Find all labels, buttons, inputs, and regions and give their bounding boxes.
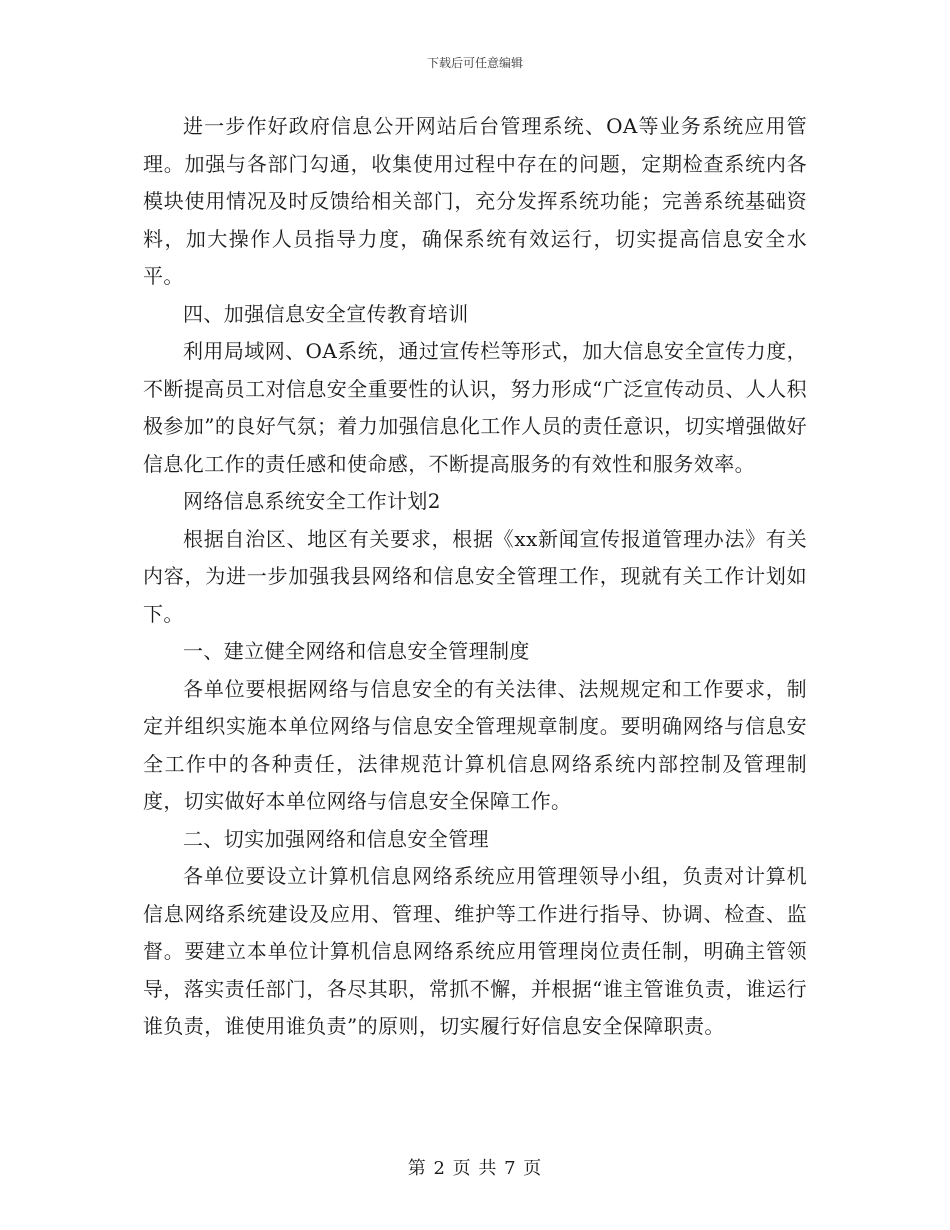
document-body: [143, 108, 807, 1046]
section-heading-training: 四、加强信息安全宣传教育培训: [183, 301, 469, 326]
paragraph-intro: 根据自治区、地区有关要求，根据《xx新闻宣传报道管理办法》有关内容，为进一步加强我县网络和信息安全管理工作，现就有关工作计划如下。: [143, 526, 807, 626]
paragraph-management: 各单位要设立计算机信息网络系统应用管理领导小组，负责对计算机信息网络系统建设及应用、管理、维护等工作进行指导、协调、检查、监督。要建立本单位计算机信息网络系统应用管理岗位责任制，明确主管领导，落实责任部门，各尽其职，常抓不懈，并根据“谁主管谁负责，谁运行谁负责，谁使用谁负责”的原则，切实履行好信息安全保障职责。: [143, 864, 807, 1038]
page-number: 第 2 页 共 7 页: [407, 1158, 543, 1179]
paragraph-training: 利用局域网、OA系统，通过宣传栏等形式，加大信息安全宣传力度，不断提高员工对信息安全重要性的认识，努力形成“广泛宣传动员、人人积极参加”的良好气氛；着力加强信息化工作人员的责任意识，切实增强做好信息化工作的责任感和使命感，不断提高服务的有效性和服务效率。: [143, 339, 807, 476]
paragraph-system-management: 进一步作好政府信息公开网站后台管理系统、OA等业务系统应用管理。加强与各部门勾通，收集使用过程中存在的问题，定期检查系统内各模块使用情况及时反馈给相关部门，充分发挥系统功能；完善系统基础资料，加大操作人员指导力度，确保系统有效运行，切实提高信息安全水平。: [143, 114, 807, 288]
page-header: 下载后可任意编辑: [426, 56, 523, 70]
document-subtitle: 网络信息系统安全工作计划2: [183, 489, 441, 513]
section-heading-management: 二、切实加强网络和信息安全管理: [183, 826, 489, 851]
section-heading-regulations: 一、建立健全网络和信息安全管理制度: [183, 639, 530, 663]
paragraph-regulations: 各单位要根据网络与信息安全的有关法律、法规规定和工作要求，制定并组织实施本单位网络与信息安全管理规章制度。要明确网络与信息安全工作中的各种责任，法律规范计算机信息网络系统内部控制及管理制度，切实做好本单位网络与信息安全保障工作。: [143, 676, 807, 813]
